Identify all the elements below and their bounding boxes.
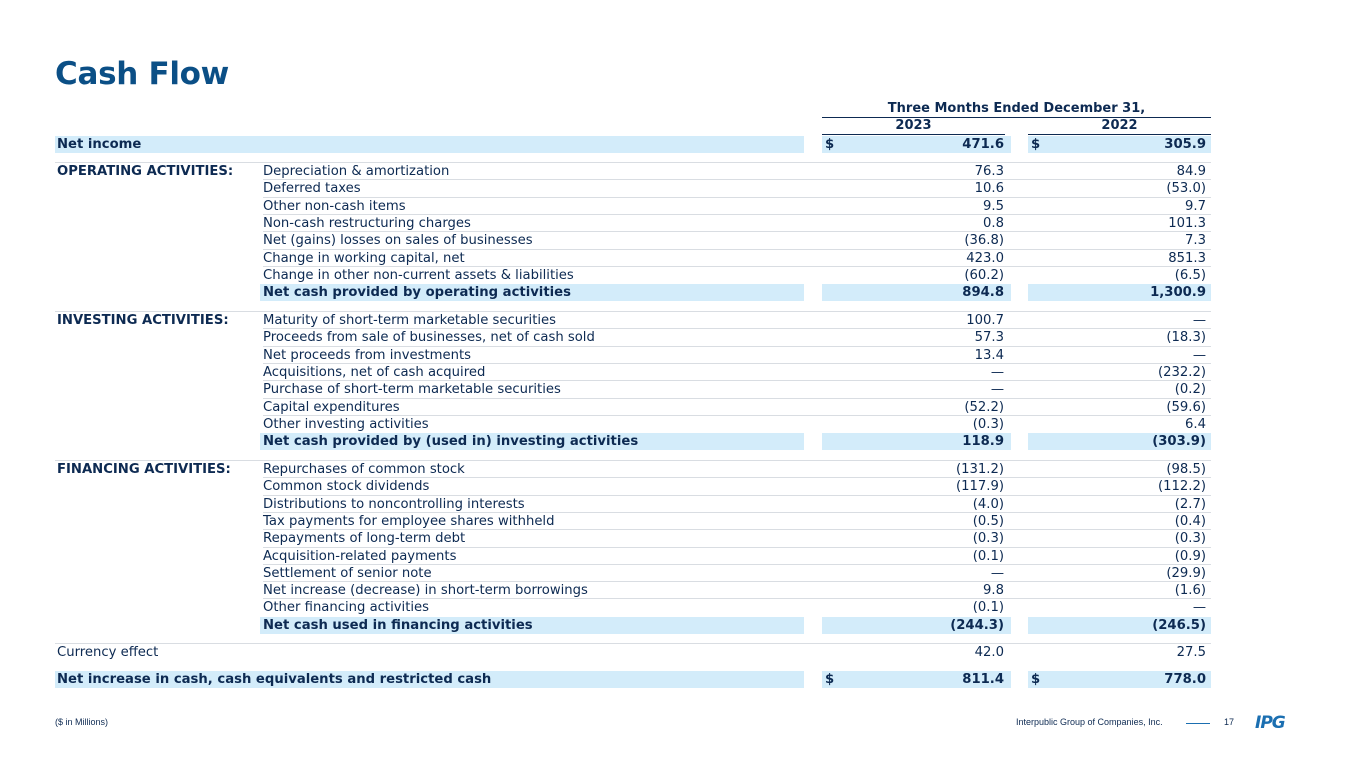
value-2022: 7.3 bbox=[1185, 233, 1206, 249]
section-heading: OPERATING ACTIVITIES: bbox=[57, 164, 234, 179]
line-item-label: Distributions to noncontrolling interests bbox=[263, 496, 525, 512]
year-header-2022: 2022 bbox=[1028, 118, 1211, 135]
line-item-label: Net proceeds from investments bbox=[263, 347, 472, 363]
line-item-label: Net increase (decrease) in short-term borrowings bbox=[263, 583, 588, 599]
line-item-label: Other financing activities bbox=[263, 600, 430, 616]
value-2023: 894.8 bbox=[962, 285, 1004, 301]
section-total-label: Net cash provided by (used in) investing activities bbox=[263, 434, 639, 450]
value-2023: 57.3 bbox=[974, 330, 1004, 346]
currency-symbol: $ bbox=[1031, 137, 1041, 152]
line-item-label: Acquisitions, net of cash acquired bbox=[263, 364, 486, 380]
net-increase-label: Net increase in cash, cash equivalents and restricted cash bbox=[57, 672, 492, 687]
value-2023: (0.3) bbox=[972, 531, 1004, 547]
value-2023: (52.2) bbox=[964, 399, 1004, 415]
value-2023: 13.4 bbox=[974, 347, 1004, 363]
value-2022: (59.6) bbox=[1166, 399, 1206, 415]
value-2023: (0.1) bbox=[972, 600, 1004, 616]
value-2022: (0.4) bbox=[1174, 513, 1206, 529]
value-2023: 423.0 bbox=[966, 250, 1004, 266]
line-item-label: Tax payments for employee shares withheld bbox=[263, 513, 555, 529]
line-item-label: Acquisition-related payments bbox=[263, 548, 457, 564]
value-2023: 9.5 bbox=[983, 198, 1004, 214]
value-2022: 305.9 bbox=[1164, 137, 1206, 152]
value-2022: (112.2) bbox=[1157, 479, 1206, 495]
line-item-label: Deferred taxes bbox=[263, 181, 361, 197]
value-2022: 6.4 bbox=[1185, 416, 1206, 432]
line-item-label: Capital expenditures bbox=[263, 399, 400, 415]
value-2022: (232.2) bbox=[1157, 364, 1206, 380]
value-2023: (36.8) bbox=[964, 233, 1004, 249]
section-heading: INVESTING ACTIVITIES: bbox=[57, 313, 229, 328]
line-item-label: Net (gains) losses on sales of businesses bbox=[263, 233, 533, 249]
currency-effect-label: Currency effect bbox=[57, 645, 159, 660]
value-2022: (0.3) bbox=[1174, 531, 1206, 547]
value-2023: — bbox=[990, 382, 1004, 398]
value-2022: (0.9) bbox=[1174, 548, 1206, 564]
value-2023: (117.9) bbox=[955, 479, 1004, 495]
value-2022: (0.2) bbox=[1174, 382, 1206, 398]
currency-symbol: $ bbox=[825, 672, 835, 687]
line-item-label: Purchase of short-term marketable securities bbox=[263, 382, 561, 398]
value-2023: 42.0 bbox=[974, 645, 1004, 660]
period-header: Three Months Ended December 31, bbox=[822, 101, 1211, 118]
year-header-2023: 2023 bbox=[822, 118, 1005, 135]
line-item-label: Other non-cash items bbox=[263, 198, 406, 214]
value-2022: 101.3 bbox=[1168, 215, 1206, 231]
value-2022: (303.9) bbox=[1152, 434, 1206, 450]
value-2022: (6.5) bbox=[1174, 267, 1206, 283]
value-2022: (246.5) bbox=[1152, 617, 1206, 633]
value-2023: (0.5) bbox=[972, 513, 1004, 529]
value-2022: (18.3) bbox=[1166, 330, 1206, 346]
value-2022: 84.9 bbox=[1176, 164, 1206, 179]
section-total-label: Net cash provided by operating activities bbox=[263, 285, 571, 301]
value-2023: — bbox=[990, 565, 1004, 581]
units-note: ($ in Millions) bbox=[55, 717, 109, 727]
value-2023: 10.6 bbox=[974, 181, 1004, 197]
value-2022: (1.6) bbox=[1174, 583, 1206, 599]
value-2023: 471.6 bbox=[962, 137, 1004, 152]
value-2023: — bbox=[990, 364, 1004, 380]
section-total-label: Net cash used in financing activities bbox=[263, 617, 533, 633]
line-item-label: Change in working capital, net bbox=[263, 250, 465, 266]
net-income-label: Net income bbox=[57, 137, 142, 152]
value-2022: (2.7) bbox=[1174, 496, 1206, 512]
value-2023: 100.7 bbox=[966, 313, 1004, 328]
value-2023: 0.8 bbox=[983, 215, 1004, 231]
value-2022: 1,300.9 bbox=[1150, 285, 1206, 301]
page-number: 17 bbox=[1224, 717, 1235, 727]
line-item-label: Maturity of short-term marketable securities bbox=[263, 313, 557, 328]
line-item-label: Non-cash restructuring charges bbox=[263, 215, 471, 231]
value-2022: — bbox=[1192, 347, 1206, 363]
line-item-label: Other investing activities bbox=[263, 416, 429, 432]
footer-divider bbox=[1186, 723, 1210, 724]
currency-symbol: $ bbox=[1031, 672, 1041, 687]
company-name: Interpublic Group of Companies, Inc. bbox=[1016, 717, 1163, 727]
ipg-logo: IPG bbox=[1255, 713, 1285, 733]
value-2023: (60.2) bbox=[964, 267, 1004, 283]
value-2023: (0.3) bbox=[972, 416, 1004, 432]
value-2023: 118.9 bbox=[962, 434, 1004, 450]
value-2023: 811.4 bbox=[962, 672, 1004, 687]
line-item-label: Depreciation & amortization bbox=[263, 164, 450, 179]
value-2022: 778.0 bbox=[1164, 672, 1206, 687]
line-item-label: Common stock dividends bbox=[263, 479, 430, 495]
line-item-label: Repurchases of common stock bbox=[263, 462, 465, 477]
line-item-label: Settlement of senior note bbox=[263, 565, 432, 581]
line-item-label: Change in other non-current assets & liabilities bbox=[263, 267, 574, 283]
value-2022: (29.9) bbox=[1166, 565, 1206, 581]
value-2022: 9.7 bbox=[1185, 198, 1206, 214]
line-item-label: Repayments of long-term debt bbox=[263, 531, 466, 547]
value-2022: — bbox=[1192, 313, 1206, 328]
value-2022: 27.5 bbox=[1176, 645, 1206, 660]
value-2023: 9.8 bbox=[983, 583, 1004, 599]
value-2022: — bbox=[1192, 600, 1206, 616]
value-2023: (244.3) bbox=[950, 617, 1004, 633]
value-2022: (98.5) bbox=[1166, 462, 1206, 477]
value-2023: (0.1) bbox=[972, 548, 1004, 564]
value-2022: (53.0) bbox=[1166, 181, 1206, 197]
value-2023: 76.3 bbox=[974, 164, 1004, 179]
section-heading: FINANCING ACTIVITIES: bbox=[57, 462, 231, 477]
page-title: Cash Flow bbox=[55, 56, 230, 92]
currency-symbol: $ bbox=[825, 137, 835, 152]
line-item-label: Proceeds from sale of businesses, net of cash sold bbox=[263, 330, 595, 346]
highlight-band bbox=[55, 136, 804, 153]
value-2023: (131.2) bbox=[955, 462, 1004, 477]
value-2023: (4.0) bbox=[972, 496, 1004, 512]
value-2022: 851.3 bbox=[1168, 250, 1206, 266]
